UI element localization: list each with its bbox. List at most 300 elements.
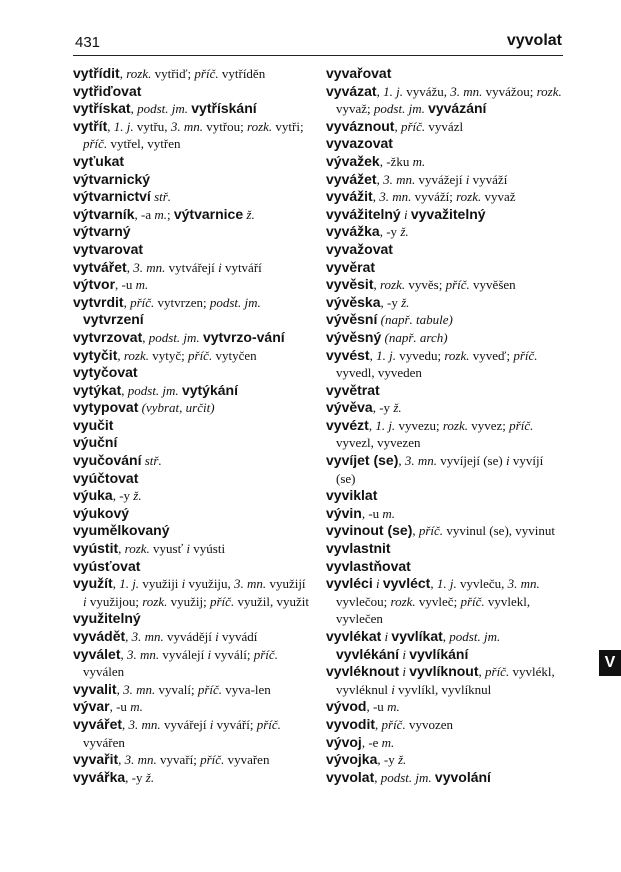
entry-abbreviation: i (505, 453, 510, 469)
dictionary-entry (73, 83, 309, 101)
entry-abbreviation: rozk. (390, 593, 416, 609)
entry-headword: vývažek (326, 152, 380, 169)
entry-headword: vytřídit (73, 65, 120, 81)
page-number: 431 (75, 34, 101, 51)
entry-text: , (376, 171, 384, 187)
entry-headword: vyťukat (73, 152, 125, 169)
entry-text: vyvaž; (336, 101, 374, 117)
entry-abbreviation: i (215, 629, 219, 644)
dictionary-entry (73, 417, 309, 435)
dictionary-entry (326, 540, 564, 558)
dictionary-entry (326, 206, 564, 224)
entry-text: vyveď; (469, 347, 514, 363)
entry-text: vytřel, vytřen (107, 136, 181, 152)
entry-abbreviation: příč. (400, 118, 426, 134)
entry-text: vyvezu; (395, 417, 443, 433)
entry-text: vyválejí (159, 646, 208, 662)
entry-text: využiju, (185, 576, 235, 592)
entry-abbreviation: příč. (418, 523, 444, 539)
entry-abbreviation: m. (135, 277, 149, 293)
entry-headword: vytýkat (73, 381, 122, 398)
entry-abbreviation: příč. (197, 681, 223, 697)
entry-text: vyvleč; (415, 593, 461, 609)
entry-abbreviation: příč. (188, 347, 213, 363)
dictionary-entry (326, 188, 564, 206)
entry-text: vyváří; (213, 716, 257, 732)
entry-abbreviation: 3. mn. (123, 681, 156, 697)
dictionary-entry (73, 65, 309, 83)
entry-text: , (369, 347, 377, 363)
entry-text: vyvaž (481, 189, 516, 205)
entry-abbreviation: i (375, 576, 380, 592)
dictionary-entry (73, 470, 309, 488)
entry-text: vyvázl (425, 118, 464, 134)
entry-headword: vyvařit (73, 751, 119, 768)
entry-abbreviation: ž. (246, 206, 255, 222)
dictionary-entry (73, 558, 309, 576)
entry-abbreviation: 3. mn. (133, 259, 166, 275)
dictionary-entry (326, 347, 564, 382)
entry-abbreviation: podst. jm. (127, 382, 179, 398)
entry-headword: vyvářka (73, 768, 126, 785)
entry-abbreviation: 3. mn. (507, 576, 540, 592)
entry-headword: vyvařovat (326, 65, 392, 81)
entry-headword-variant: vyvázání (428, 100, 487, 117)
entry-headword: vyvolat (326, 768, 375, 785)
entry-headword: vytřiďovat (73, 82, 142, 99)
entry-headword: vytyčit (73, 346, 118, 363)
entry-text: , (412, 523, 419, 539)
entry-text: , (116, 681, 124, 697)
entry-text: , -y (379, 224, 401, 240)
entry-headword: vyvážitelný (326, 205, 401, 222)
dictionary-entry (73, 100, 309, 118)
dictionary-entry (73, 698, 309, 716)
dictionary-entry (326, 522, 564, 540)
dictionary-entry (326, 241, 564, 259)
entry-text: , (130, 101, 138, 117)
entry-abbreviation: rozk. (444, 347, 470, 363)
entry-abbreviation: 1. j. (113, 118, 134, 134)
entry-text: , (118, 541, 125, 557)
dictionary-entry (73, 487, 309, 505)
entry-headword: vyučit (73, 416, 114, 433)
entry-abbreviation: podst. jm. (380, 769, 432, 785)
entry-text: vytvrzen; (154, 294, 210, 310)
entry-abbreviation: i (402, 646, 406, 662)
dictionary-entry (326, 663, 564, 698)
entry-abbreviation: m. (154, 206, 167, 222)
entry-text: vyvozen (405, 716, 454, 732)
entry-headword: vývar (73, 698, 110, 715)
entry-abbreviation: 3. mn. (170, 118, 203, 134)
entry-abbreviation: příč. (445, 277, 470, 293)
dictionary-entry (326, 382, 564, 400)
entry-text: vyvedl, vyveden (336, 365, 422, 381)
entry-text: vyusť (149, 541, 187, 557)
dictionary-entry (326, 65, 564, 83)
entry-text: , (430, 576, 437, 592)
entry-note: (vybrat, určit) (141, 400, 215, 416)
entry-headword-variant: vytvrzo-vání (202, 328, 285, 345)
entry-headword: vývin (326, 504, 362, 521)
entry-text: využiji (139, 576, 182, 592)
entry-abbreviation: příč. (83, 136, 108, 152)
entry-abbreviation: podst. jm. (449, 629, 501, 644)
entry-headword: vyvézt (326, 416, 369, 433)
entry-headword: výtvarník (73, 205, 135, 222)
dictionary-entry (326, 558, 564, 576)
entry-abbreviation: rozk. (123, 347, 150, 363)
entry-headword: vyvětrat (326, 381, 380, 398)
entry-text: , -y (377, 752, 398, 768)
dictionary-entry (73, 540, 309, 558)
entry-text: vyvlekl, vyvlečen (336, 593, 531, 627)
entry-text: , (372, 189, 380, 205)
entry-text: vyvážejí (415, 171, 466, 187)
dictionary-entry (326, 734, 564, 752)
entry-headword: vytřískat (73, 100, 131, 117)
entry-text: vytři; (272, 118, 304, 134)
entry-headword: vyvádět (73, 628, 126, 644)
entry-text: vyvezl, vyvezen (336, 435, 421, 451)
entry-text: vyválí; (211, 646, 254, 662)
entry-abbreviation: i (384, 629, 389, 644)
entry-abbreviation: příč. (253, 646, 278, 662)
entry-headword: výtvarný (73, 223, 131, 240)
entry-text: vyvařen (224, 752, 270, 768)
entry-headword: využít (73, 575, 113, 592)
entry-headword: vyvážet (326, 170, 377, 187)
entry-text: , (368, 417, 376, 433)
entry-abbreviation: ž. (397, 752, 407, 768)
entry-text: vyvěšen (469, 277, 516, 293)
entry-headword: vyvěrat (326, 258, 376, 275)
entry-text: , (121, 382, 128, 398)
entry-headword-variant: výtvarnice (173, 205, 244, 222)
entry-abbreviation: 3. mn. (404, 453, 438, 469)
entry-headword: vyvážka (326, 223, 380, 240)
entry-text: vyvážou; (482, 83, 537, 99)
entry-headword: vyvalit (73, 680, 117, 697)
dictionary-entry (73, 646, 309, 681)
entry-abbreviation: m. (382, 505, 396, 521)
dictionary-entry (73, 610, 309, 628)
entry-headword: výukový (73, 504, 130, 521)
entry-abbreviation: ž. (401, 294, 410, 310)
entry-text: , -y (380, 294, 402, 310)
dictionary-entry (326, 628, 564, 663)
entry-text: vytřou; (202, 118, 248, 134)
entry-headword: vytvarovat (73, 240, 144, 257)
entry-text: vyvlékl, vyvléknul (336, 664, 555, 697)
dictionary-entry (73, 153, 309, 171)
entry-text: , (374, 769, 381, 785)
entry-text: vytyčen (212, 347, 257, 363)
entry-abbreviation: 1. j. (375, 417, 396, 433)
entry-headword: výuka (73, 487, 113, 504)
entry-abbreviation: 3. mn. (128, 716, 161, 732)
entry-abbreviation: 3. mn. (131, 629, 164, 644)
dictionary-entry (73, 681, 309, 699)
entry-abbreviation: příč. (256, 716, 281, 732)
entry-headword: vyvléknout (326, 663, 400, 680)
dictionary-entry (326, 716, 564, 734)
dictionary-entry (326, 294, 564, 312)
entry-headword-variant: vytřískání (191, 100, 257, 117)
entry-text: vytváří (221, 259, 262, 275)
entry-text: , (119, 66, 127, 81)
entry-text: vyvinul (se), vyvinut (443, 523, 555, 539)
dictionary-entry (326, 135, 564, 153)
entry-abbreviation: i (186, 541, 191, 557)
entry-abbreviation: příč. (509, 417, 534, 433)
entry-headword: vyvazovat (326, 135, 393, 152)
entry-abbreviation: ž. (133, 488, 142, 504)
entry-abbreviation: 3. mn. (379, 189, 412, 205)
entry-text: , (117, 347, 124, 363)
dictionary-entry (73, 188, 309, 206)
entry-abbreviation: i (181, 576, 186, 592)
entry-headword-variant: vyvažitelný (410, 205, 486, 222)
entry-text: využijou; (86, 593, 143, 609)
dictionary-entry (73, 241, 309, 259)
entry-abbreviation: rozk. (142, 593, 168, 609)
entry-abbreviation: i (402, 664, 407, 680)
entry-headword: vyvažovat (326, 240, 393, 257)
entry-abbreviation: m. (381, 734, 395, 750)
entry-text: vyvíjejí (se) (437, 453, 506, 469)
entry-abbreviation: m. (130, 699, 143, 715)
dictionary-entry (73, 399, 309, 417)
entry-headword: výtvarnický (73, 170, 151, 187)
section-letter-tab: V (599, 650, 621, 676)
entry-headword: vývod (326, 698, 367, 715)
entry-text: vyválen (83, 664, 125, 680)
entry-headword: vývěva (326, 399, 373, 416)
entry-text: , (373, 277, 380, 293)
entry-text: vyvez; (468, 417, 510, 433)
entry-text: , (118, 752, 125, 768)
dictionary-entry (326, 276, 564, 294)
dictionary-entry (326, 83, 564, 118)
entry-abbreviation: rozk. (124, 541, 150, 557)
dictionary-entry (326, 575, 564, 628)
dictionary-entry (73, 382, 309, 400)
entry-abbreviation: 3. mn. (126, 646, 160, 662)
dictionary-entry (326, 487, 564, 505)
entry-abbreviation: příč. (513, 347, 538, 363)
entry-abbreviation: 3. mn. (450, 83, 483, 99)
entry-text: , (394, 118, 401, 134)
entry-text: vyváží (469, 171, 508, 187)
entry-text: , (125, 629, 132, 644)
entry-headword-variant: vyvolání (434, 768, 491, 785)
entry-text: ; (166, 206, 174, 222)
dictionary-entry (326, 223, 564, 241)
dictionary-entry (73, 276, 309, 294)
entry-text: vyvářen (83, 734, 125, 750)
entry-text: , (126, 259, 134, 275)
entry-headword: vyvíjet (se) (326, 452, 399, 469)
entry-text: vyvádějí (163, 629, 216, 644)
dictionary-entry (73, 575, 309, 610)
dictionary-entry (73, 716, 309, 751)
entry-headword: vyvinout (se) (326, 522, 413, 539)
entry-text: , (398, 453, 405, 469)
dictionary-entry (73, 434, 309, 452)
entry-text: vytřu, (133, 118, 171, 134)
entry-headword: využitelný (73, 610, 141, 627)
dictionary-entry (73, 329, 309, 347)
entry-abbreviation: příč. (194, 66, 219, 81)
dictionary-entry (73, 259, 309, 277)
entry-abbreviation: m. (412, 153, 426, 169)
entry-abbreviation: rozk. (247, 118, 273, 134)
dictionary-entry (326, 329, 564, 347)
entry-headword: vyváznout (326, 117, 395, 134)
entry-abbreviation: příč. (485, 664, 510, 680)
entry-text: , -y (125, 769, 146, 785)
entry-headword-variant: vyvlíkání (409, 645, 469, 662)
entry-abbreviation: i (465, 171, 470, 187)
entry-headword: vývojka (326, 751, 378, 768)
entry-abbreviation: ž. (393, 400, 402, 416)
entry-headword: vyumělkovaný (73, 522, 170, 539)
dictionary-entry (73, 452, 309, 470)
entry-abbreviation: 1. j. (119, 576, 140, 592)
entry-headword-variant: vyvlíknout (409, 663, 479, 680)
entry-text: , (122, 716, 129, 732)
dictionary-entry (326, 118, 564, 136)
entry-text: , -e (361, 734, 382, 750)
entry-text: vytříděn (218, 66, 266, 81)
entry-note: (např. tabule) (380, 312, 453, 328)
dictionary-entry (326, 259, 564, 277)
entry-text: vyvleču, (456, 576, 508, 592)
entry-text: , (123, 294, 131, 310)
entry-headword: vývěska (326, 293, 381, 310)
entry-text: vyvážu, (402, 83, 451, 99)
entry-headword: vyválet (73, 645, 121, 662)
dictionary-entry (73, 628, 309, 646)
running-head: vyvolat (506, 32, 562, 49)
entry-text: vytyč; (149, 347, 189, 363)
dictionary-entry (73, 769, 309, 787)
entry-text: vyvářejí (160, 716, 210, 732)
entry-text: vyvalí; (155, 681, 198, 697)
dictionary-entry (73, 206, 309, 224)
entry-headword: vyvázat (326, 82, 377, 99)
entry-text: , -žku (379, 153, 413, 169)
entry-headword: výtvarnictví (73, 188, 151, 205)
entry-headword: vytvrdit (73, 293, 124, 310)
dictionary-entry (326, 452, 564, 487)
entry-abbreviation: podst. jm. (373, 101, 425, 117)
entry-abbreviation: i (83, 593, 87, 609)
dictionary-entry (326, 399, 564, 417)
entry-headword-variant: vyvléct (382, 575, 431, 592)
entry-headword: vyvlastňovat (326, 557, 411, 574)
entry-text: , (376, 83, 384, 99)
entry-text: využil, využit (234, 593, 309, 609)
entry-headword: vývěsní (326, 311, 378, 328)
entry-headword: vývoj (326, 733, 362, 750)
entry-text: vyvaří; (156, 752, 201, 768)
entry-headword: vyvážit (326, 188, 373, 205)
entry-text: vyváží; (411, 189, 457, 205)
entry-headword: vyústit (73, 540, 119, 557)
entry-text: vyva-len (222, 681, 271, 697)
entry-headword: vytřít (73, 117, 108, 134)
dictionary-entry (73, 364, 309, 382)
entry-abbreviation: i (391, 681, 395, 697)
entry-headword-variant: vyvlíkat (391, 628, 443, 644)
entry-abbreviation: i (218, 259, 222, 275)
entry-abbreviation: podst. jm. (148, 329, 200, 345)
entry-text: , (142, 329, 149, 345)
entry-note: (např. arch) (384, 329, 448, 345)
dictionary-entry (326, 311, 564, 329)
entry-abbreviation: i (403, 206, 408, 222)
dictionary-column-left (73, 65, 309, 786)
entry-abbreviation: rozk. (456, 189, 482, 205)
entry-headword: vyúsťovat (73, 557, 141, 574)
entry-text: využij; (167, 593, 210, 609)
entry-headword: vyvléci (326, 575, 373, 592)
entry-abbreviation: příč. (210, 593, 235, 609)
entry-text: vytvářejí (165, 259, 219, 275)
entry-abbreviation: 3. mn. (383, 171, 416, 187)
entry-abbreviation: podst. jm. (209, 294, 261, 310)
entry-abbreviation: příč. (381, 716, 406, 732)
dictionary-entry (326, 171, 564, 189)
entry-abbreviation: i (207, 646, 212, 662)
entry-headword: vytvářet (73, 258, 127, 275)
entry-abbreviation: podst. jm. (137, 101, 189, 117)
entry-abbreviation: 1. j. (383, 83, 403, 99)
entry-headword: vyvěsit (326, 276, 374, 293)
entry-abbreviation: 1. j. (436, 576, 457, 592)
entry-headword: vyvlékat (326, 628, 382, 644)
dictionary-entry (73, 294, 309, 329)
entry-headword: vytypovat (73, 399, 139, 416)
dictionary-entry (73, 522, 309, 540)
entry-headword: vytvrzovat (73, 328, 143, 345)
entry-text: vytřiď; (151, 66, 195, 81)
entry-abbreviation: ž. (400, 224, 409, 240)
entry-text: , (375, 716, 382, 732)
entry-headword: vyviklat (326, 487, 378, 504)
entry-text: , -a (134, 206, 155, 222)
dictionary-entry (326, 769, 564, 787)
entry-abbreviation: m. (387, 699, 400, 715)
entry-text: vyvlíkl, vyvlíknul (394, 681, 492, 697)
entry-text: , -u (361, 505, 383, 521)
dictionary-entry (73, 751, 309, 769)
entry-headword: vývěsný (326, 328, 382, 345)
dictionary-entry (326, 698, 564, 716)
entry-abbreviation: 3. mn. (234, 576, 267, 592)
entry-text: , (112, 576, 120, 592)
entry-text: vyvedu; (395, 347, 445, 363)
entry-headword: vytyčovat (73, 364, 138, 381)
entry-abbreviation: stř. (144, 453, 162, 469)
dictionary-column-right (326, 65, 564, 786)
entry-headword: vyúčtovat (73, 469, 139, 486)
entry-headword: výtvor (73, 276, 116, 293)
entry-text: využijí (266, 576, 306, 592)
